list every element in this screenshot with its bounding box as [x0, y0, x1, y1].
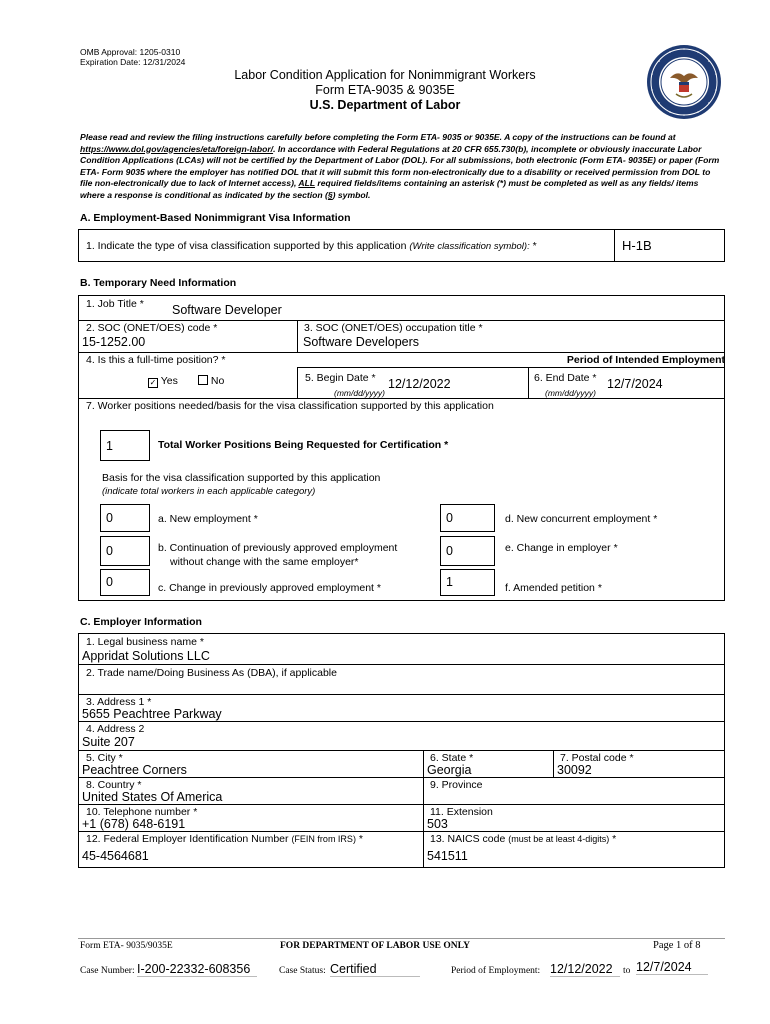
continuation-label-2: without change with the same employer* — [170, 556, 359, 568]
change-approved-label: c. Change in previously approved employment * — [158, 582, 381, 594]
end-date-hint: (mm/dd/yyyy) — [545, 388, 596, 398]
change-approved-field[interactable]: 0 — [106, 575, 113, 589]
visa-class-label-text: 1. Indicate the type of visa classification supported by this application — [86, 240, 410, 252]
concurrent-label: d. New concurrent employment * — [505, 513, 658, 525]
period-from-field[interactable]: 12/12/2022 — [550, 962, 620, 977]
postal-code-field[interactable]: 30092 — [557, 763, 592, 777]
address2-field[interactable]: Suite 207 — [82, 735, 135, 749]
address2-label: 4. Address 2 — [86, 723, 145, 735]
instructions-link[interactable]: https://www.dol.gov/agencies/eta/foreign-labor/ — [80, 143, 274, 154]
section-c-heading: C. Employer Information — [80, 616, 202, 628]
checkbox-empty-icon[interactable] — [198, 375, 208, 385]
address1-field[interactable]: 5655 Peachtree Parkway — [82, 707, 222, 721]
total-positions-field[interactable]: 1 — [106, 439, 113, 453]
fein-label-text: 12. Federal Employer Identification Number — [86, 833, 292, 845]
telephone-field[interactable]: +1 (678) 648-6191 — [82, 817, 186, 831]
fein-label — [86, 833, 363, 845]
footer-dol-use: FOR DEPARTMENT OF LABOR USE ONLY — [280, 941, 470, 951]
change-employer-field[interactable]: 0 — [446, 544, 453, 558]
job-title-label: 1. Job Title * — [86, 298, 144, 310]
end-date-label: 6. End Date * — [534, 372, 597, 384]
case-number-field[interactable]: I-200-22332-608356 — [137, 962, 257, 977]
begin-date-label: 5. Begin Date * — [305, 372, 376, 384]
footer-form-name: Form ETA- 9035/9035E — [80, 941, 173, 951]
begin-date-hint: (mm/dd/yyyy) — [334, 388, 385, 398]
full-time-yes[interactable] — [148, 375, 178, 388]
new-employment-field[interactable]: 0 — [106, 511, 113, 525]
extension-field[interactable]: 503 — [427, 817, 448, 831]
title-line-2: Form ETA-9035 & 9035E — [315, 83, 455, 97]
case-number-label: Case Number: — [80, 966, 135, 976]
period-heading: Period of Intended Employment — [566, 354, 725, 366]
naics-star: * — [609, 833, 617, 845]
instructions-paragraph — [80, 132, 720, 201]
naics-field[interactable]: 541511 — [427, 849, 468, 863]
period-to-label: to — [623, 966, 631, 976]
fein-field[interactable]: 45-4564681 — [82, 849, 149, 863]
case-status-label: Case Status: — [279, 966, 326, 976]
no-label: No — [210, 375, 225, 387]
naics-hint: (must be at least 4-digits) — [508, 834, 610, 844]
expiration-date — [80, 57, 185, 67]
concurrent-field[interactable]: 0 — [446, 511, 453, 525]
new-employment-label: a. New employment * — [158, 513, 258, 525]
address1-label: 3. Address 1 * — [86, 696, 152, 708]
city-field[interactable]: Peachtree Corners — [82, 763, 187, 777]
worker-positions-label: 7. Worker positions needed/basis for the visa classification supported by this application — [86, 400, 494, 412]
title-line-1: Labor Condition Application for Nonimmigrant Workers — [234, 68, 536, 82]
expiration-value: 12/31/2024 — [142, 57, 186, 67]
continuation-label-1: b. Continuation of previously approved employment — [158, 542, 398, 554]
country-field[interactable]: United States Of America — [82, 790, 223, 804]
omb-approval: OMB Approval: 1205-0310 — [80, 47, 181, 57]
soc-title-field[interactable]: Software Developers — [303, 335, 420, 349]
title-line-3: U.S. Department of Labor — [309, 98, 461, 112]
footer-page — [653, 940, 701, 951]
state-field[interactable]: Georgia — [427, 763, 472, 777]
visa-class-field[interactable]: H-1B — [622, 238, 652, 253]
period-to-field[interactable]: 12/7/2024 — [636, 960, 708, 975]
instructions-text-3: required fields/items containing an asterisk (*) must be completed as well as any fields/ items where a response is conditional as indicated by the section ( — [80, 178, 699, 200]
continuation-field[interactable]: 0 — [106, 544, 113, 558]
basis-hint: (indicate total workers in each applicable category) — [102, 486, 316, 497]
naics-label — [430, 833, 616, 845]
form-title — [185, 68, 585, 113]
change-employer-label: e. Change in employer * — [505, 542, 618, 554]
section-b-heading: B. Temporary Need Information — [80, 277, 237, 289]
visa-class-label — [86, 240, 537, 252]
full-time-no[interactable] — [198, 375, 224, 387]
instructions-section-symbol: § — [327, 189, 333, 200]
yes-label: Yes — [160, 375, 178, 387]
dol-seal-icon — [646, 44, 722, 120]
state-label: 6. State * — [430, 752, 474, 764]
expiration-label: Expiration Date: — [80, 57, 141, 67]
visa-class-hint: (Write classification symbol): — [409, 241, 530, 252]
begin-date-field[interactable]: 12/12/2022 — [388, 377, 451, 391]
postal-code-label: 7. Postal code * — [560, 752, 634, 764]
amended-field[interactable]: 1 — [446, 575, 453, 589]
total-positions-label: Total Worker Positions Being Requested for Certification * — [158, 439, 449, 451]
visa-class-star: * — [529, 240, 537, 252]
telephone-label: 10. Telephone number * — [86, 806, 198, 818]
dba-label: 2. Trade name/Doing Business As (DBA), if applicable — [86, 667, 337, 679]
province-label: 9. Province — [430, 779, 483, 791]
fein-star: * — [355, 833, 363, 845]
extension-label: 11. Extension — [430, 806, 493, 818]
basis-label: Basis for the visa classification supported by this application — [102, 472, 381, 484]
end-date-field[interactable]: 12/7/2024 — [607, 377, 663, 391]
instructions-all: ALL — [298, 178, 315, 188]
footer-page-text: Page 1 of — [653, 940, 693, 951]
period-employment-label: Period of Employment: — [451, 966, 541, 976]
country-label: 8. Country * — [86, 779, 142, 791]
case-status-field[interactable]: Certified — [330, 962, 420, 977]
fein-hint: (FEIN from IRS) — [291, 834, 356, 844]
soc-code-label: 2. SOC (ONET/OES) code * — [86, 322, 218, 334]
job-title-field[interactable]: Software Developer — [172, 303, 282, 317]
legal-name-label: 1. Legal business name * — [86, 636, 204, 648]
amended-label: f. Amended petition * — [505, 582, 602, 594]
soc-code-field[interactable]: 15-1252.00 — [82, 335, 146, 349]
soc-title-label: 3. SOC (ONET/OES) occupation title * — [304, 322, 483, 334]
city-label: 5. City * — [86, 752, 123, 764]
checkbox-checked-icon[interactable]: ✓ — [149, 378, 157, 387]
full-time-label: 4. Is this a full-time position? * — [86, 354, 226, 366]
naics-label-text: 13. NAICS code — [430, 833, 509, 845]
footer-page-total: 8 — [695, 940, 701, 951]
instructions-text-4: ) symbol. — [332, 189, 371, 200]
legal-name-field[interactable]: Appridat Solutions LLC — [82, 649, 210, 663]
section-a-heading: A. Employment-Based Nonimmigrant Visa Information — [80, 212, 351, 224]
instructions-text-1: Please read and review the filing instructions carefully before completing the Form ETA- 9035 or 9035E. A copy of the instructions can be found at — [80, 132, 676, 142]
instructions-text-2: . In accordance with Federal Regulations at 20 CFR 655.730(b), incomplete or obviously inaccurate Labor Condition Applications (LCAs) will not be certified by the Department of Labor (DOL). For all submissions, both electronic (Form ETA- 9035E) or paper (Form ETA- Form 9035 where the employer has notified DOL that it will submit this form non-electronically due to a disability or received permission from DOL to file non-electronically due to lack of Internet access), — [80, 143, 720, 188]
